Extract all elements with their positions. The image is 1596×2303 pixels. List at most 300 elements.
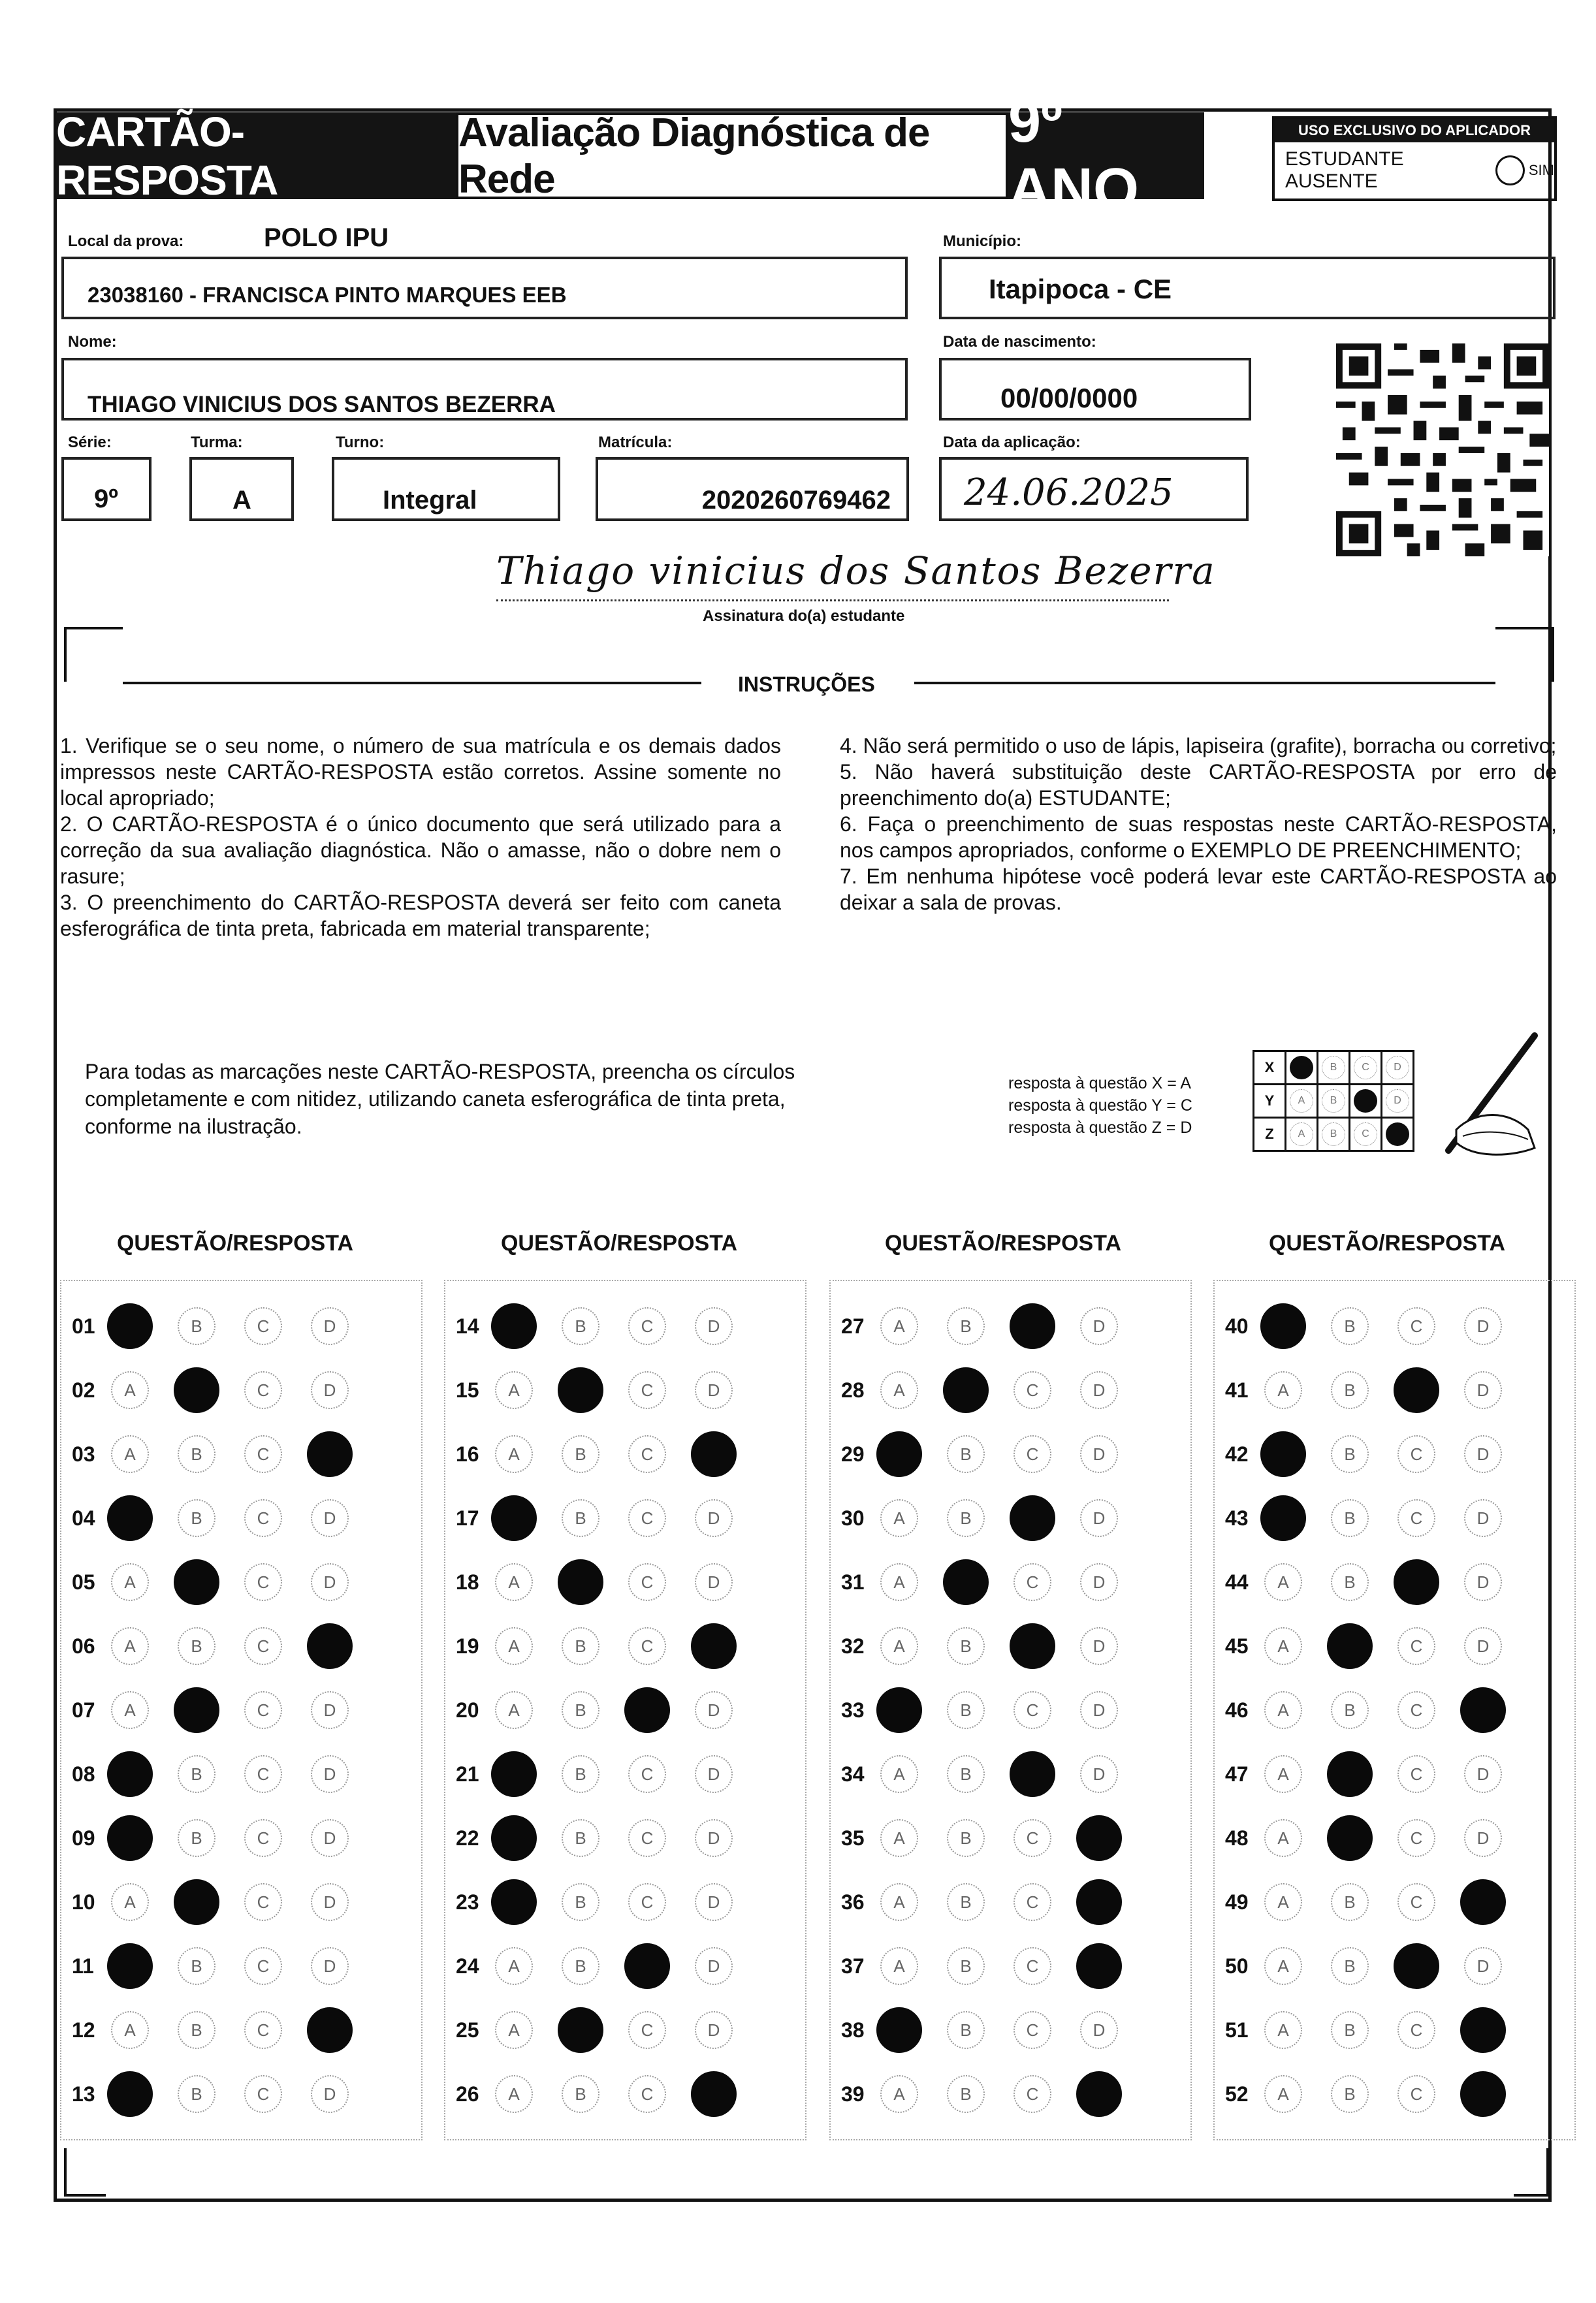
question-number: 24 xyxy=(456,1954,479,1978)
question-number: 01 xyxy=(72,1314,95,1338)
answer-bubble-a[interactable]: A xyxy=(880,1307,918,1345)
applicator-box xyxy=(1272,116,1557,201)
example-bubble-b: B xyxy=(1322,1056,1345,1079)
question-row xyxy=(1215,1486,1574,1550)
answer-bubble-b[interactable]: B xyxy=(947,1499,985,1537)
local-label: Local da prova: xyxy=(68,232,184,250)
answer-bubble-c[interactable]: C xyxy=(1397,1819,1435,1857)
answer-bubble-a[interactable]: A xyxy=(495,1691,533,1729)
answer-bubble-d[interactable] xyxy=(1460,2071,1506,2117)
question-number: 44 xyxy=(1225,1570,1249,1594)
answer-bubble-d[interactable]: D xyxy=(311,1755,349,1793)
question-row xyxy=(445,2062,805,2126)
answer-bubble-b[interactable] xyxy=(174,1879,219,1925)
answer-bubble-c[interactable]: C xyxy=(1397,1755,1435,1793)
answer-bubble-c[interactable]: C xyxy=(244,1627,282,1665)
answer-bubble-a[interactable]: A xyxy=(111,1371,149,1409)
qr-code-icon xyxy=(1336,342,1549,558)
answer-bubble-c[interactable] xyxy=(1010,1495,1055,1541)
answer-bubble-b[interactable] xyxy=(174,1687,219,1733)
answer-bubble-b[interactable]: B xyxy=(562,1307,599,1345)
instructions-right xyxy=(840,733,1557,915)
answer-bubble-b[interactable]: B xyxy=(947,1307,985,1345)
answer-bubble-d[interactable]: D xyxy=(1080,2011,1118,2049)
instruction-item: 3. O preenchimento do CARTÃO-RESPOSTA deverá ser feito com caneta esferográfica de tinta preta, fabricada em material transparente; xyxy=(60,891,781,940)
answer-bubble-a[interactable]: A xyxy=(111,1691,149,1729)
turno-label: Turno: xyxy=(336,434,385,451)
answer-bubble-d[interactable]: D xyxy=(695,1755,733,1793)
answer-bubble-c[interactable]: C xyxy=(244,1307,282,1345)
instructions-title: INSTRUÇÕES xyxy=(738,673,875,696)
answer-bubble-b[interactable]: B xyxy=(947,1883,985,1921)
answer-bubble-c[interactable]: C xyxy=(1397,1691,1435,1729)
answer-bubble-d[interactable]: D xyxy=(695,1691,733,1729)
question-number: 19 xyxy=(456,1634,479,1658)
answer-bubble-d[interactable]: D xyxy=(311,1499,349,1537)
answer-bubble-d[interactable]: D xyxy=(1080,1627,1118,1665)
answer-bubble-a[interactable]: A xyxy=(1264,1755,1302,1793)
answer-bubble-d[interactable]: D xyxy=(1464,1627,1502,1665)
answer-bubble-b[interactable]: B xyxy=(562,1435,599,1473)
answer-bubble-d[interactable]: D xyxy=(695,1307,733,1345)
question-row xyxy=(445,1678,805,1742)
answer-bubble-b[interactable]: B xyxy=(947,1755,985,1793)
answer-bubble-d[interactable] xyxy=(1076,2071,1122,2117)
question-number: 41 xyxy=(1225,1378,1249,1402)
answer-bubble-a[interactable]: A xyxy=(1264,1883,1302,1921)
answer-bubble-b[interactable] xyxy=(558,2007,603,2053)
answer-bubble-d[interactable]: D xyxy=(311,1883,349,1921)
answer-bubble-c[interactable] xyxy=(624,1943,670,1989)
answer-bubble-d[interactable]: D xyxy=(1080,1499,1118,1537)
question-row xyxy=(61,1358,421,1422)
answer-bubble-b[interactable]: B xyxy=(562,1499,599,1537)
turma-label: Turma: xyxy=(191,434,243,451)
answer-bubble-c[interactable]: C xyxy=(244,1819,282,1857)
answer-bubble-b[interactable] xyxy=(943,1559,989,1605)
answer-bubble-d[interactable] xyxy=(307,1431,353,1477)
answer-bubble-d[interactable]: D xyxy=(311,1819,349,1857)
answer-bubble-b[interactable]: B xyxy=(1331,1307,1369,1345)
answer-bubble-c[interactable] xyxy=(1394,1559,1439,1605)
answer-bubble-a[interactable] xyxy=(491,1751,537,1797)
answer-bubble-b[interactable]: B xyxy=(178,1435,215,1473)
student-signature: Thiago vinicius dos Santos Bezerra xyxy=(496,548,1216,593)
answer-bubble-a[interactable] xyxy=(491,1815,537,1861)
answer-bubble-d[interactable]: D xyxy=(1080,1563,1118,1601)
answer-bubble-c[interactable]: C xyxy=(244,2011,282,2049)
answer-bubble-d[interactable] xyxy=(1076,1879,1122,1925)
question-row xyxy=(831,1294,1190,1358)
answer-bubble-c[interactable]: C xyxy=(628,1371,666,1409)
answer-bubble-a[interactable]: A xyxy=(111,2011,149,2049)
question-row xyxy=(1215,1294,1574,1358)
answer-bubble-a[interactable]: A xyxy=(111,1563,149,1601)
answer-bubble-d[interactable] xyxy=(1460,1879,1506,1925)
answer-bubble-d[interactable]: D xyxy=(311,2075,349,2113)
answer-bubble-c[interactable]: C xyxy=(1013,1563,1051,1601)
answer-bubble-a[interactable]: A xyxy=(880,1627,918,1665)
instruction-item: 6. Faça o preenchimento de suas respostas neste CARTÃO-RESPOSTA, nos campos apropriados, conforme o EXEMPLO DE PREENCHIMENTO; xyxy=(840,812,1557,862)
question-row xyxy=(445,1998,805,2062)
question-row xyxy=(445,1806,805,1870)
answer-bubble-b[interactable]: B xyxy=(947,1435,985,1473)
answer-bubble-d[interactable]: D xyxy=(1464,1947,1502,1985)
question-number: 18 xyxy=(456,1570,479,1594)
answer-bubble-c[interactable] xyxy=(1010,1303,1055,1349)
question-row xyxy=(445,1614,805,1678)
example-bubble-d: D xyxy=(1386,1056,1409,1079)
answer-bubble-a[interactable]: A xyxy=(880,1947,918,1985)
answer-bubble-a[interactable]: A xyxy=(111,1435,149,1473)
answer-bubble-b[interactable] xyxy=(1327,1623,1373,1669)
answer-bubble-c[interactable] xyxy=(1010,1751,1055,1797)
answer-bubble-b[interactable]: B xyxy=(1331,2011,1369,2049)
answer-bubble-b[interactable]: B xyxy=(178,2075,215,2113)
answer-bubble-a[interactable]: A xyxy=(880,1371,918,1409)
answer-bubble-b[interactable]: B xyxy=(947,1947,985,1985)
municipio-box xyxy=(939,257,1556,319)
answer-bubble-c[interactable]: C xyxy=(628,1307,666,1345)
answer-bubble-b[interactable]: B xyxy=(1331,1435,1369,1473)
answer-bubble-c[interactable]: C xyxy=(1013,1947,1051,1985)
answer-bubble-c[interactable]: C xyxy=(628,1755,666,1793)
question-number: 25 xyxy=(456,2018,479,2042)
answer-bubble-c[interactable]: C xyxy=(1013,1883,1051,1921)
answer-bubble-a[interactable] xyxy=(876,1687,922,1733)
answer-bubble-a[interactable] xyxy=(876,2007,922,2053)
answer-bubble-b[interactable] xyxy=(1327,1815,1373,1861)
answer-bubble-d[interactable] xyxy=(1076,1815,1122,1861)
answer-bubble-d[interactable] xyxy=(1460,2007,1506,2053)
answer-bubble-d[interactable]: D xyxy=(1080,1755,1118,1793)
question-row xyxy=(831,1742,1190,1806)
answer-bubble-b[interactable]: B xyxy=(178,1307,215,1345)
answer-bubble-c[interactable]: C xyxy=(1013,1819,1051,1857)
answer-bubble-a[interactable]: A xyxy=(495,2075,533,2113)
serie-label: Série: xyxy=(68,434,112,451)
answer-bubble-a[interactable]: A xyxy=(880,1563,918,1601)
nascimento-value: 00/00/0000 xyxy=(1000,383,1138,413)
instruction-item: 1. Verifique se o seu nome, o número de sua matrícula e os demais dados impressos neste CARTÃO-RESPOSTA estão corretos. Assine somente no local apropriado; xyxy=(60,734,781,810)
answer-bubble-b[interactable]: B xyxy=(947,1691,985,1729)
answer-bubble-c[interactable]: C xyxy=(244,2075,282,2113)
answer-bubble-c[interactable]: C xyxy=(1397,1435,1435,1473)
answer-bubble-c[interactable] xyxy=(624,1687,670,1733)
answer-bubble-b[interactable]: B xyxy=(562,1627,599,1665)
answer-bubble-c[interactable]: C xyxy=(244,1691,282,1729)
answer-bubble-a[interactable]: A xyxy=(1264,1627,1302,1665)
answer-bubble-c[interactable]: C xyxy=(628,2075,666,2113)
question-row xyxy=(61,1678,421,1742)
answer-bubble-b[interactable]: B xyxy=(947,2011,985,2049)
answer-bubble-d[interactable]: D xyxy=(695,1819,733,1857)
example-bubble-b: B xyxy=(1322,1122,1345,1146)
answer-bubble-b[interactable]: B xyxy=(1331,1691,1369,1729)
example-bubble-d xyxy=(1386,1122,1409,1146)
answer-bubble-b[interactable]: B xyxy=(178,1755,215,1793)
answer-bubble-d[interactable]: D xyxy=(311,1563,349,1601)
answer-column xyxy=(60,1280,423,2140)
answer-bubble-a[interactable]: A xyxy=(495,1371,533,1409)
answer-bubble-c[interactable]: C xyxy=(1013,1691,1051,1729)
question-number: 47 xyxy=(1225,1762,1249,1786)
answer-bubble-a[interactable] xyxy=(107,1943,153,1989)
answer-bubble-b[interactable]: B xyxy=(562,1819,599,1857)
answer-bubble-d[interactable] xyxy=(691,2071,737,2117)
answer-bubble-c[interactable]: C xyxy=(244,1563,282,1601)
answer-bubble-a[interactable] xyxy=(491,1303,537,1349)
answer-bubble-c[interactable]: C xyxy=(1397,1627,1435,1665)
answer-bubble-a[interactable] xyxy=(107,1815,153,1861)
answer-bubble-b[interactable] xyxy=(943,1367,989,1413)
corner-mark xyxy=(1495,627,1554,682)
absent-label: ESTUDANTE AUSENTE xyxy=(1285,148,1404,192)
aplicacao-box xyxy=(939,457,1249,521)
aplicacao-label: Data da aplicação: xyxy=(943,434,1081,451)
answer-bubble-d[interactable]: D xyxy=(1464,1499,1502,1537)
answer-bubble-a[interactable] xyxy=(1260,1495,1306,1541)
question-number: 04 xyxy=(72,1506,95,1530)
answer-bubble-d[interactable]: D xyxy=(311,1307,349,1345)
answer-bubble-d[interactable]: D xyxy=(1464,1563,1502,1601)
question-row xyxy=(831,1614,1190,1678)
question-number: 38 xyxy=(841,2018,865,2042)
answer-bubble-b[interactable] xyxy=(558,1559,603,1605)
question-number: 28 xyxy=(841,1378,865,1402)
question-number: 40 xyxy=(1225,1314,1249,1338)
answer-bubble-a[interactable] xyxy=(491,1879,537,1925)
answer-bubble-d[interactable]: D xyxy=(695,1883,733,1921)
answer-bubble-d[interactable]: D xyxy=(1464,1307,1502,1345)
answer-bubble-d[interactable]: D xyxy=(695,1371,733,1409)
answer-bubble-b[interactable]: B xyxy=(562,1883,599,1921)
answer-bubble-b[interactable] xyxy=(1327,1751,1373,1797)
answer-bubble-b[interactable]: B xyxy=(562,2075,599,2113)
answer-bubble-d[interactable]: D xyxy=(1464,1435,1502,1473)
answer-bubble-b[interactable]: B xyxy=(947,2075,985,2113)
answer-bubble-c[interactable] xyxy=(1394,1943,1439,1989)
nome-box xyxy=(61,358,908,421)
answer-bubble-c[interactable]: C xyxy=(1397,1499,1435,1537)
answer-bubble-b[interactable]: B xyxy=(1331,2075,1369,2113)
absent-option: SIM xyxy=(1528,162,1554,178)
instruction-item: 4. Não será permitido o uso de lápis, lapiseira (grafite), borracha ou corretivo; xyxy=(840,734,1557,757)
answer-bubble-b[interactable]: B xyxy=(562,1691,599,1729)
answer-bubble-a[interactable]: A xyxy=(880,1819,918,1857)
question-number: 29 xyxy=(841,1442,865,1466)
answer-bubble-b[interactable]: B xyxy=(562,1755,599,1793)
answer-bubble-a[interactable]: A xyxy=(495,1563,533,1601)
answer-bubble-a[interactable]: A xyxy=(111,1883,149,1921)
example-bubble-d: D xyxy=(1386,1089,1409,1113)
answer-bubble-a[interactable]: A xyxy=(880,1499,918,1537)
answer-bubble-a[interactable]: A xyxy=(1264,1947,1302,1985)
answer-bubble-c[interactable]: C xyxy=(628,1819,666,1857)
question-number: 10 xyxy=(72,1890,95,1914)
question-row xyxy=(831,1870,1190,1934)
assessment-title: Avaliação Diagnóstica de Rede xyxy=(456,112,1008,199)
answer-bubble-a[interactable]: A xyxy=(880,1883,918,1921)
answer-bubble-b[interactable]: B xyxy=(1331,1371,1369,1409)
answer-bubble-c[interactable]: C xyxy=(1013,1371,1051,1409)
nascimento-box xyxy=(939,358,1251,421)
question-row xyxy=(61,1550,421,1614)
question-row xyxy=(831,1422,1190,1486)
answer-bubble-a[interactable]: A xyxy=(495,1627,533,1665)
answer-bubble-d[interactable]: D xyxy=(1464,1819,1502,1857)
answer-bubble-d[interactable] xyxy=(691,1623,737,1669)
answer-bubble-d[interactable]: D xyxy=(311,1947,349,1985)
pen-hand-icon xyxy=(1437,1032,1541,1169)
answer-bubble-a[interactable]: A xyxy=(880,1755,918,1793)
answer-bubble-c[interactable]: C xyxy=(628,1563,666,1601)
answer-bubble-c[interactable]: C xyxy=(1397,1883,1435,1921)
example-bubble-a: A xyxy=(1290,1089,1313,1113)
answer-bubble-a[interactable]: A xyxy=(1264,1371,1302,1409)
question-row xyxy=(61,2062,421,2126)
answer-bubble-b[interactable]: B xyxy=(562,1947,599,1985)
answer-bubble-c[interactable]: C xyxy=(628,1499,666,1537)
answer-bubble-d[interactable]: D xyxy=(1080,1371,1118,1409)
answer-bubble-b[interactable]: B xyxy=(178,1819,215,1857)
column-title: QUESTÃO/RESPOSTA xyxy=(1268,1231,1506,1256)
answer-bubble-a[interactable] xyxy=(876,1431,922,1477)
answer-bubble-d[interactable]: D xyxy=(1080,1435,1118,1473)
answer-bubble-c[interactable] xyxy=(1394,1367,1439,1413)
answer-bubble-c[interactable]: C xyxy=(244,1499,282,1537)
example-row xyxy=(1254,1085,1414,1118)
answer-bubble-c[interactable]: C xyxy=(1013,1435,1051,1473)
question-number: 27 xyxy=(841,1314,865,1338)
answer-bubble-a[interactable]: A xyxy=(1264,2075,1302,2113)
question-row xyxy=(1215,1870,1574,1934)
column-title: QUESTÃO/RESPOSTA xyxy=(500,1231,738,1256)
answer-bubble-d[interactable] xyxy=(1076,1943,1122,1989)
answer-bubble-a[interactable]: A xyxy=(880,2075,918,2113)
answer-bubble-b[interactable]: B xyxy=(178,1627,215,1665)
answer-bubble-d[interactable]: D xyxy=(695,1947,733,1985)
answer-bubble-a[interactable]: A xyxy=(495,2011,533,2049)
answer-bubble-c[interactable]: C xyxy=(628,1435,666,1473)
example-line: resposta à questão Z = D xyxy=(1008,1119,1192,1137)
question-number: 33 xyxy=(841,1698,865,1722)
answer-bubble-c[interactable]: C xyxy=(244,1883,282,1921)
answer-bubble-c[interactable]: C xyxy=(244,1755,282,1793)
answer-bubble-c[interactable]: C xyxy=(1013,2075,1051,2113)
question-number: 39 xyxy=(841,2082,865,2106)
question-row xyxy=(61,1742,421,1806)
divider-line xyxy=(914,682,1495,684)
question-number: 26 xyxy=(456,2082,479,2106)
instruction-item: 7. Em nenhuma hipótese você poderá levar este CARTÃO-RESPOSTA ao deixar a sala de provas. xyxy=(840,865,1557,914)
question-number: 17 xyxy=(456,1506,479,1530)
nome-value: THIAGO VINICIUS DOS SANTOS BEZERRA xyxy=(88,392,556,417)
divider-line xyxy=(123,682,701,684)
answer-bubble-b[interactable]: B xyxy=(1331,1563,1369,1601)
answer-bubble-a[interactable]: A xyxy=(1264,1563,1302,1601)
answer-bubble-d[interactable]: D xyxy=(695,1499,733,1537)
answer-bubble-c[interactable]: C xyxy=(1397,1307,1435,1345)
answer-bubble-c[interactable]: C xyxy=(1013,2011,1051,2049)
answer-bubble-a[interactable]: A xyxy=(495,1947,533,1985)
answer-bubble-a[interactable]: A xyxy=(1264,2011,1302,2049)
corner-mark xyxy=(1514,2148,1549,2197)
answer-bubble-b[interactable]: B xyxy=(178,1947,215,1985)
answer-bubble-b[interactable]: B xyxy=(1331,1499,1369,1537)
matricula-value: 2020260769462 xyxy=(701,486,891,515)
serie-value: 9º xyxy=(94,484,118,513)
answer-bubble-c[interactable]: C xyxy=(628,1883,666,1921)
question-row xyxy=(61,1806,421,1870)
question-row xyxy=(61,1422,421,1486)
answer-bubble-d[interactable]: D xyxy=(1464,1755,1502,1793)
answer-bubble-d[interactable]: D xyxy=(1080,1307,1118,1345)
answer-bubble-a[interactable] xyxy=(491,1495,537,1541)
answer-bubble-b[interactable]: B xyxy=(178,1499,215,1537)
answer-bubble-a[interactable] xyxy=(107,1495,153,1541)
answer-bubble-c[interactable]: C xyxy=(628,2011,666,2049)
turno-value: Integral xyxy=(383,486,477,515)
answer-bubble-b[interactable]: B xyxy=(1331,1883,1369,1921)
answer-bubble-d[interactable] xyxy=(691,1431,737,1477)
example-bubble-c: C xyxy=(1354,1056,1377,1079)
answer-bubble-d[interactable]: D xyxy=(695,2011,733,2049)
answer-bubble-d[interactable]: D xyxy=(695,1563,733,1601)
card-title: CARTÃO-RESPOSTA xyxy=(56,112,456,199)
answer-bubble-a[interactable] xyxy=(107,1751,153,1797)
answer-bubble-b[interactable]: B xyxy=(947,1819,985,1857)
answer-bubble-d[interactable]: D xyxy=(1080,1691,1118,1729)
absent-bubble[interactable] xyxy=(1495,155,1525,185)
answer-bubble-d[interactable]: D xyxy=(311,1691,349,1729)
matricula-box xyxy=(596,457,909,521)
answer-bubble-b[interactable]: B xyxy=(178,2011,215,2049)
answer-bubble-c[interactable]: C xyxy=(1397,2075,1435,2113)
question-row xyxy=(1215,1678,1574,1742)
answer-bubble-d[interactable] xyxy=(1460,1687,1506,1733)
question-row xyxy=(831,1934,1190,1998)
answer-bubble-d[interactable]: D xyxy=(311,1371,349,1409)
answer-bubble-a[interactable] xyxy=(1260,1431,1306,1477)
answer-bubble-a[interactable]: A xyxy=(111,1627,149,1665)
answer-bubble-b[interactable] xyxy=(174,1559,219,1605)
answer-bubble-c[interactable]: C xyxy=(244,1435,282,1473)
answer-bubble-d[interactable] xyxy=(307,2007,353,2053)
answer-bubble-b[interactable]: B xyxy=(1331,1947,1369,1985)
answer-bubble-b[interactable] xyxy=(558,1367,603,1413)
answer-bubble-a[interactable] xyxy=(107,2071,153,2117)
answer-bubble-a[interactable]: A xyxy=(1264,1819,1302,1857)
answer-bubble-a[interactable] xyxy=(107,1303,153,1349)
answer-bubble-b[interactable] xyxy=(174,1367,219,1413)
question-number: 15 xyxy=(456,1378,479,1402)
answer-bubble-a[interactable]: A xyxy=(1264,1691,1302,1729)
answer-bubble-d[interactable]: D xyxy=(1464,1371,1502,1409)
answer-bubble-c[interactable]: C xyxy=(628,1627,666,1665)
answer-bubble-c[interactable]: C xyxy=(1397,2011,1435,2049)
answer-bubble-c[interactable]: C xyxy=(244,1947,282,1985)
question-number: 50 xyxy=(1225,1954,1249,1978)
question-number: 52 xyxy=(1225,2082,1249,2106)
answer-bubble-c[interactable] xyxy=(1010,1623,1055,1669)
nome-label: Nome: xyxy=(68,333,117,351)
answer-bubble-d[interactable] xyxy=(307,1623,353,1669)
answer-bubble-a[interactable] xyxy=(1260,1303,1306,1349)
answer-bubble-a[interactable]: A xyxy=(495,1435,533,1473)
answer-bubble-b[interactable]: B xyxy=(947,1627,985,1665)
answer-bubble-c[interactable]: C xyxy=(244,1371,282,1409)
